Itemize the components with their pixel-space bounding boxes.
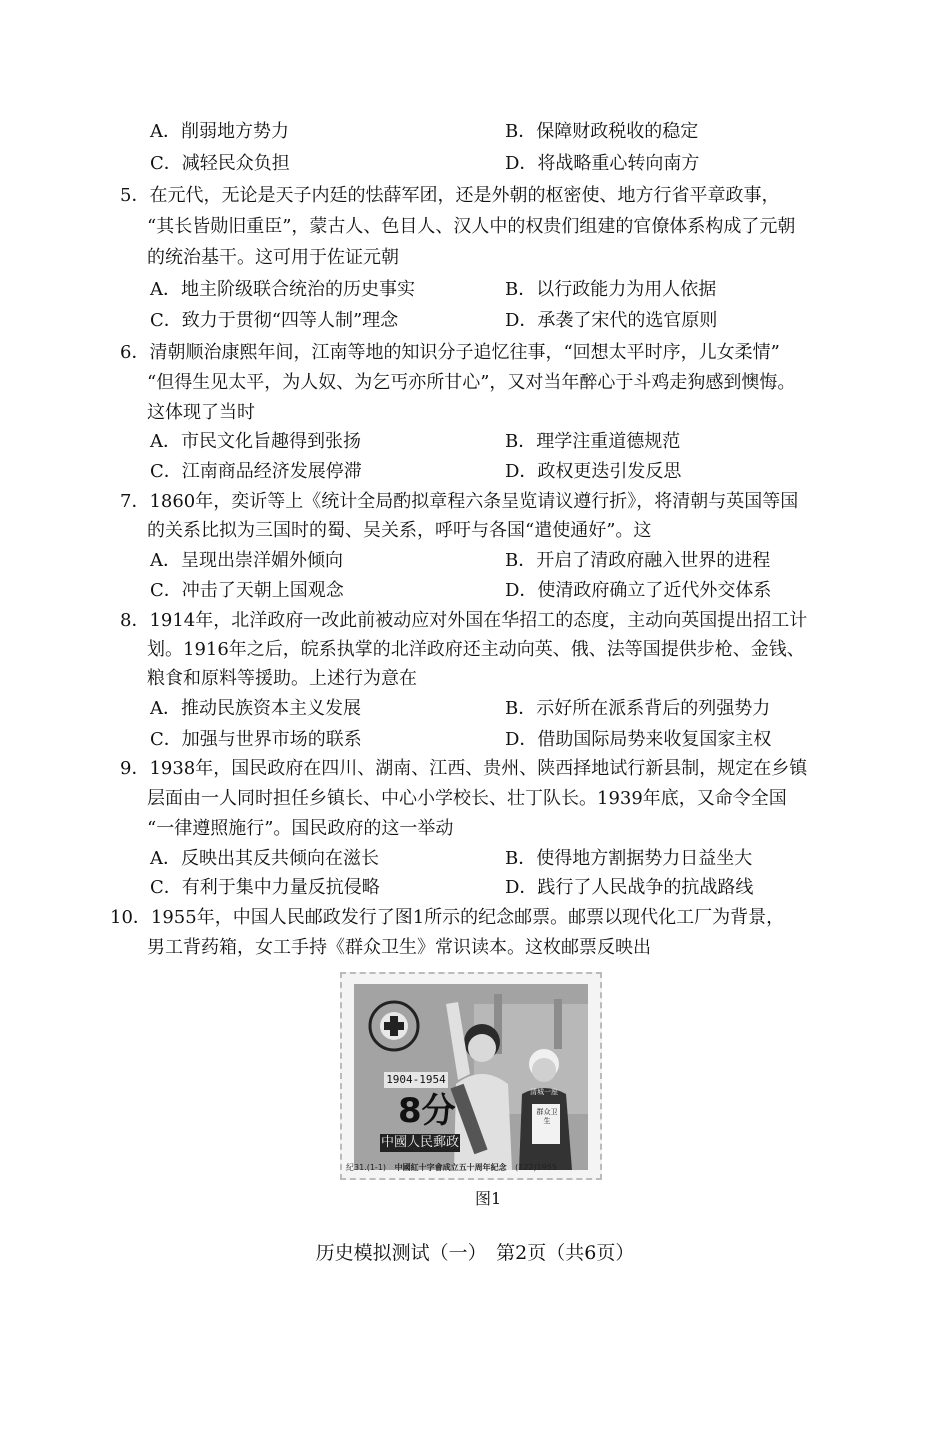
q5-stem-line-2: “其长皆勋旧重臣”，蒙古人、色目人、汉人中的权贵们组建的官僚体系构成了元朝 [147, 216, 796, 237]
page-footer: 历史模拟测试（一） 第2页（共6页） [315, 1242, 635, 1264]
q6-option-c: C．江南商品经济发展停滞 [150, 461, 362, 482]
q5-option-c: C．致力于贯彻“四等人制”理念 [150, 310, 399, 331]
q9-option-b: B．使得地方割据势力日益坐大 [505, 848, 753, 869]
q8-option-c: C．加强与世界市场的联系 [150, 729, 362, 750]
q5-stem-line-3: 的统治基干。这可用于佐证元朝 [147, 247, 399, 268]
q8-stem-line-2: 划。1916年之后，皖系执掌的北洋政府还主动向英、俄、法等国提供步枪、金钱、 [147, 639, 805, 660]
q7-option-d: D．使清政府确立了近代外交体系 [505, 580, 772, 601]
q5-option-a: A．地主阶级联合统治的历史事实 [150, 279, 415, 300]
q9-option-d: D．践行了人民战争的抗战路线 [505, 877, 754, 898]
q9-option-c: C．有利于集中力量反抗侵略 [150, 877, 380, 898]
stamp-code-right: (122)1955 [515, 1163, 557, 1172]
q5-option-b: B．以行政能力为用人依据 [505, 279, 717, 300]
q7-stem-line-2: 的关系比拟为三国时的蜀、吴关系，呼吁与各国“遣使通好”。这 [147, 520, 652, 541]
q9-option-a: A．反映出其反共倾向在滋长 [150, 848, 379, 869]
q9-stem-line-3: “一律遵照施行”。国民政府的这一举动 [147, 818, 454, 839]
commemorative-stamp [340, 972, 602, 1180]
q6-option-d: D．政权更迭引发反思 [505, 461, 682, 482]
stamp-years: 1904-1954 [384, 1072, 448, 1088]
q8-option-b: B．示好所在派系背后的列强势力 [505, 698, 771, 719]
q8-option-a: A．推动民族资本主义发展 [150, 698, 361, 719]
q6-stem-line-1: 6．清朝顺治康熙年间，江南等地的知识分子追忆往事，“回想太平时序，儿女柔情” [120, 342, 780, 363]
q10-stem-line-1: 10．1955年，中国人民邮政发行了图1所示的纪念邮票。邮票以现代化工厂为背景， [110, 907, 785, 928]
q7-option-b: B．开启了清政府融入世界的进程 [505, 550, 771, 571]
stamp-code-left: 紀31.(1-1) [346, 1163, 387, 1172]
stamp-bottom-strip [346, 1160, 596, 1176]
q5-option-d: D．承袭了宋代的选官原则 [505, 310, 718, 331]
q6-stem-line-3: 这体现了当时 [147, 402, 255, 423]
q6-option-a: A．市民文化旨趣得到张扬 [150, 431, 361, 452]
q4-option-d: D．将战略重心转向南方 [505, 153, 700, 174]
q9-stem-line-1: 9．1938年，国民政府在四川、湖南、江西、贵州、陕西择地试行新县制，规定在乡镇 [120, 758, 808, 779]
q4-option-b: B．保障财政税收的稳定 [505, 121, 699, 142]
q9-stem-line-2: 层面由一人同时担任乡镇长、中心小学校长、壮丁队长。1939年底，又命令全国 [147, 788, 787, 809]
q7-option-c: C．冲击了天朝上国观念 [150, 580, 344, 601]
q8-stem-line-1: 8．1914年，北洋政府一改此前被动应对外国在华招工的态度，主动向英国提出招工计 [120, 610, 808, 631]
q8-stem-line-3: 粮食和原料等援助。上述行为意在 [147, 668, 417, 689]
stamp-caption: 中國紅十字會成立五十周年紀念 [394, 1163, 507, 1172]
stamp-issuer: 中國人民郵政 [380, 1135, 459, 1150]
stamp-book-title: 群众卫生 [536, 1108, 558, 1125]
stamp-book-top: 清城一座 [530, 1088, 558, 1096]
q4-option-c: C．减轻民众负担 [150, 153, 290, 174]
q7-stem-line-1: 7．1860年，奕䜣等上《统计全局酌拟章程六条呈览请议遵行折》，将清朝与英国等国 [120, 491, 799, 512]
q6-option-b: B．理学注重道德规范 [505, 431, 681, 452]
q5-stem-line-1: 5．在元代，无论是天子内廷的怯薛军团，还是外朝的枢密使、地方行省平章政事， [120, 185, 780, 206]
figure-caption: 图1 [475, 1189, 502, 1208]
q10-stem-line-2: 男工背药箱，女工手持《群众卫生》常识读本。这枚邮票反映出 [147, 937, 651, 958]
q4-option-a: A．削弱地方势力 [150, 121, 289, 142]
q6-stem-line-2: “但得生见太平，为人奴、为乞丐亦所甘心”，又对当年醉心于斗鸡走狗感到懊悔。 [147, 372, 796, 393]
q7-option-a: A．呈现出崇洋媚外倾向 [150, 550, 343, 571]
q8-option-d: D．借助国际局势来收复国家主权 [505, 729, 772, 750]
stamp-value: 8分 [398, 1091, 456, 1131]
stamp-image [354, 984, 588, 1170]
